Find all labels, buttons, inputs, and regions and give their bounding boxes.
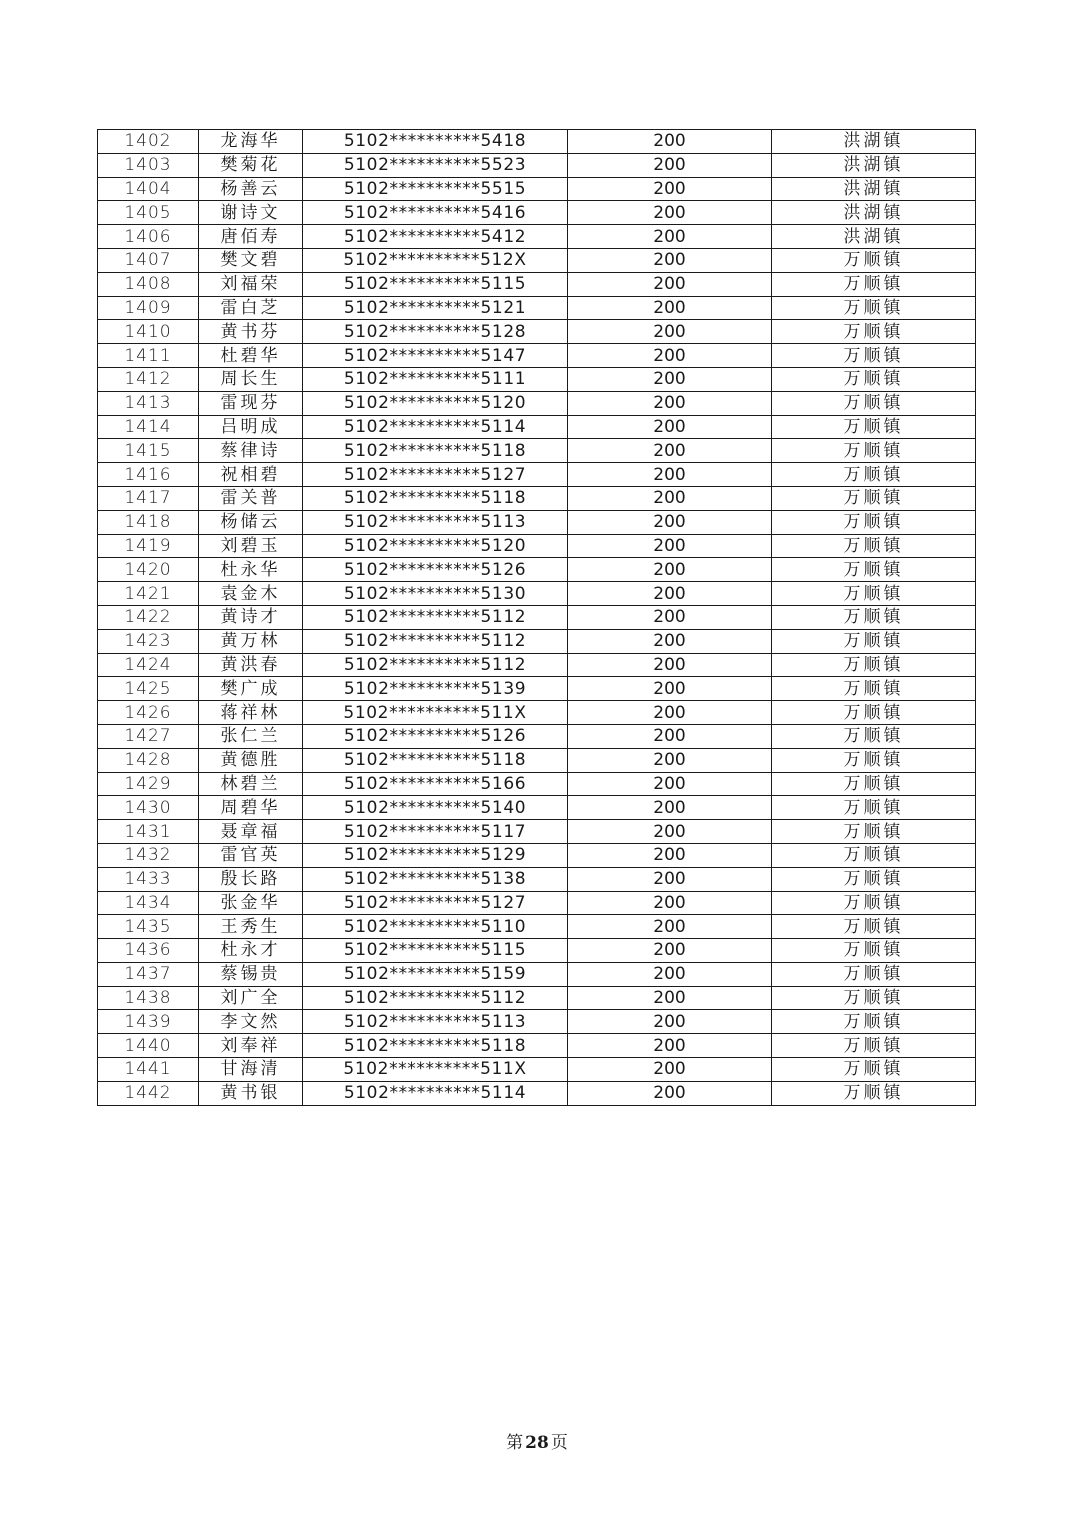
page-footer (0, 1428, 1074, 1453)
name-cell: 聂章福 (199, 820, 303, 844)
id-number-cell: 5102**********5120 (303, 534, 568, 558)
town-cell: 万顺镇 (772, 296, 976, 320)
serial-number-cell: 1422 (98, 605, 199, 629)
name-cell: 黄书银 (199, 1081, 303, 1105)
id-number-cell: 5102**********511X (303, 701, 568, 725)
town-cell: 万顺镇 (772, 962, 976, 986)
id-number-cell: 5102**********5111 (303, 367, 568, 391)
amount-cell: 200 (568, 820, 772, 844)
town-cell: 万顺镇 (772, 248, 976, 272)
name-cell: 蒋祥林 (199, 701, 303, 725)
serial-number-cell: 1437 (98, 962, 199, 986)
id-number-cell: 5102**********5110 (303, 915, 568, 939)
id-number-cell: 5102**********5159 (303, 962, 568, 986)
name-cell: 刘福荣 (199, 272, 303, 296)
town-cell: 万顺镇 (772, 677, 976, 701)
serial-number-cell: 1406 (98, 225, 199, 249)
town-cell: 万顺镇 (772, 272, 976, 296)
id-number-cell: 5102**********5139 (303, 677, 568, 701)
id-number-cell: 5102**********5418 (303, 130, 568, 154)
town-cell: 万顺镇 (772, 1058, 976, 1082)
name-cell: 龙海华 (199, 130, 303, 154)
amount-cell: 200 (568, 486, 772, 510)
id-number-cell: 5102**********5127 (303, 463, 568, 487)
serial-number-cell: 1420 (98, 558, 199, 582)
table-row (98, 248, 976, 272)
town-cell: 万顺镇 (772, 891, 976, 915)
table-row (98, 510, 976, 534)
id-number-cell: 5102**********5114 (303, 1081, 568, 1105)
amount-cell: 200 (568, 248, 772, 272)
table-row (98, 320, 976, 344)
id-number-cell: 5102**********5112 (303, 653, 568, 677)
serial-number-cell: 1403 (98, 153, 199, 177)
table-row (98, 463, 976, 487)
table-row (98, 582, 976, 606)
table-row (98, 939, 976, 963)
table-row (98, 820, 976, 844)
town-cell: 万顺镇 (772, 415, 976, 439)
table-row (98, 891, 976, 915)
table-row (98, 486, 976, 510)
amount-cell: 200 (568, 582, 772, 606)
page-number: 28 (525, 1433, 549, 1453)
table-row (98, 153, 976, 177)
table-row (98, 558, 976, 582)
town-cell: 万顺镇 (772, 939, 976, 963)
serial-number-cell: 1405 (98, 201, 199, 225)
name-cell: 杨储云 (199, 510, 303, 534)
amount-cell: 200 (568, 130, 772, 154)
id-number-cell: 5102**********5128 (303, 320, 568, 344)
table-row (98, 843, 976, 867)
table-row (98, 748, 976, 772)
serial-number-cell: 1407 (98, 248, 199, 272)
serial-number-cell: 1413 (98, 391, 199, 415)
name-cell: 袁金木 (199, 582, 303, 606)
id-number-cell: 5102**********5112 (303, 605, 568, 629)
name-cell: 甘海清 (199, 1058, 303, 1082)
id-number-cell: 5102**********5130 (303, 582, 568, 606)
table-row (98, 296, 976, 320)
id-number-cell: 5102**********5416 (303, 201, 568, 225)
town-cell: 洪湖镇 (772, 177, 976, 201)
serial-number-cell: 1409 (98, 296, 199, 320)
name-cell: 樊菊花 (199, 153, 303, 177)
record-table-body (98, 130, 976, 1106)
amount-cell: 200 (568, 1034, 772, 1058)
town-cell: 万顺镇 (772, 1034, 976, 1058)
town-cell: 万顺镇 (772, 463, 976, 487)
amount-cell: 200 (568, 915, 772, 939)
town-cell: 万顺镇 (772, 367, 976, 391)
name-cell: 杜永华 (199, 558, 303, 582)
table-row (98, 130, 976, 154)
id-number-cell: 5102**********5113 (303, 510, 568, 534)
amount-cell: 200 (568, 962, 772, 986)
serial-number-cell: 1430 (98, 796, 199, 820)
amount-cell: 200 (568, 463, 772, 487)
id-number-cell: 5102**********5147 (303, 344, 568, 368)
amount-cell: 200 (568, 1010, 772, 1034)
serial-number-cell: 1442 (98, 1081, 199, 1105)
town-cell: 万顺镇 (772, 629, 976, 653)
id-number-cell: 5102**********5112 (303, 629, 568, 653)
serial-number-cell: 1441 (98, 1058, 199, 1082)
serial-number-cell: 1426 (98, 701, 199, 725)
amount-cell: 200 (568, 986, 772, 1010)
amount-cell: 200 (568, 153, 772, 177)
town-cell: 万顺镇 (772, 558, 976, 582)
table-row (98, 177, 976, 201)
name-cell: 张仁兰 (199, 724, 303, 748)
amount-cell: 200 (568, 201, 772, 225)
amount-cell: 200 (568, 344, 772, 368)
table-row (98, 391, 976, 415)
table-row (98, 201, 976, 225)
id-number-cell: 5102**********5129 (303, 843, 568, 867)
serial-number-cell: 1411 (98, 344, 199, 368)
amount-cell: 200 (568, 629, 772, 653)
amount-cell: 200 (568, 724, 772, 748)
serial-number-cell: 1423 (98, 629, 199, 653)
id-number-cell: 5102**********5115 (303, 939, 568, 963)
page-label-prefix: 第 (506, 1433, 524, 1453)
amount-cell: 200 (568, 320, 772, 344)
table-row (98, 605, 976, 629)
table-row (98, 867, 976, 891)
amount-cell: 200 (568, 796, 772, 820)
amount-cell: 200 (568, 748, 772, 772)
name-cell: 张金华 (199, 891, 303, 915)
serial-number-cell: 1415 (98, 439, 199, 463)
name-cell: 黄诗才 (199, 605, 303, 629)
id-number-cell: 5102**********5120 (303, 391, 568, 415)
id-number-cell: 5102**********512X (303, 248, 568, 272)
serial-number-cell: 1431 (98, 820, 199, 844)
record-table (97, 129, 976, 1106)
amount-cell: 200 (568, 772, 772, 796)
serial-number-cell: 1435 (98, 915, 199, 939)
table-row (98, 272, 976, 296)
table-row (98, 796, 976, 820)
town-cell: 万顺镇 (772, 439, 976, 463)
table-row (98, 915, 976, 939)
name-cell: 蔡律诗 (199, 439, 303, 463)
table-row (98, 367, 976, 391)
name-cell: 雷白芝 (199, 296, 303, 320)
serial-number-cell: 1419 (98, 534, 199, 558)
town-cell: 万顺镇 (772, 391, 976, 415)
town-cell: 万顺镇 (772, 701, 976, 725)
id-number-cell: 5102**********5166 (303, 772, 568, 796)
amount-cell: 200 (568, 177, 772, 201)
name-cell: 吕明成 (199, 415, 303, 439)
town-cell: 万顺镇 (772, 605, 976, 629)
amount-cell: 200 (568, 534, 772, 558)
page-label-suffix: 页 (550, 1433, 568, 1453)
id-number-cell: 5102**********5523 (303, 153, 568, 177)
name-cell: 刘碧玉 (199, 534, 303, 558)
name-cell: 李文然 (199, 1010, 303, 1034)
name-cell: 樊文碧 (199, 248, 303, 272)
table-row (98, 415, 976, 439)
amount-cell: 200 (568, 415, 772, 439)
amount-cell: 200 (568, 558, 772, 582)
id-number-cell: 5102**********5112 (303, 986, 568, 1010)
name-cell: 黄万林 (199, 629, 303, 653)
town-cell: 万顺镇 (772, 915, 976, 939)
serial-number-cell: 1436 (98, 939, 199, 963)
town-cell: 洪湖镇 (772, 201, 976, 225)
serial-number-cell: 1417 (98, 486, 199, 510)
amount-cell: 200 (568, 939, 772, 963)
name-cell: 刘奉祥 (199, 1034, 303, 1058)
amount-cell: 200 (568, 891, 772, 915)
id-number-cell: 5102**********5138 (303, 867, 568, 891)
amount-cell: 200 (568, 1081, 772, 1105)
town-cell: 万顺镇 (772, 796, 976, 820)
name-cell: 刘广全 (199, 986, 303, 1010)
name-cell: 杜碧华 (199, 344, 303, 368)
id-number-cell: 5102**********5140 (303, 796, 568, 820)
town-cell: 万顺镇 (772, 1010, 976, 1034)
table-row (98, 653, 976, 677)
town-cell: 万顺镇 (772, 486, 976, 510)
name-cell: 周碧华 (199, 796, 303, 820)
name-cell: 谢诗文 (199, 201, 303, 225)
name-cell: 王秀生 (199, 915, 303, 939)
id-number-cell: 5102**********5114 (303, 415, 568, 439)
name-cell: 黄德胜 (199, 748, 303, 772)
name-cell: 殷长路 (199, 867, 303, 891)
id-number-cell: 5102**********5117 (303, 820, 568, 844)
id-number-cell: 5102**********511X (303, 1058, 568, 1082)
town-cell: 万顺镇 (772, 1081, 976, 1105)
name-cell: 黄洪春 (199, 653, 303, 677)
name-cell: 祝相碧 (199, 463, 303, 487)
name-cell: 樊广成 (199, 677, 303, 701)
town-cell: 万顺镇 (772, 582, 976, 606)
amount-cell: 200 (568, 296, 772, 320)
id-number-cell: 5102**********5121 (303, 296, 568, 320)
town-cell: 万顺镇 (772, 986, 976, 1010)
town-cell: 万顺镇 (772, 724, 976, 748)
amount-cell: 200 (568, 653, 772, 677)
town-cell: 万顺镇 (772, 867, 976, 891)
table-row (98, 439, 976, 463)
name-cell: 杨善云 (199, 177, 303, 201)
name-cell: 杜永才 (199, 939, 303, 963)
serial-number-cell: 1404 (98, 177, 199, 201)
table-row (98, 677, 976, 701)
name-cell: 雷关普 (199, 486, 303, 510)
serial-number-cell: 1432 (98, 843, 199, 867)
amount-cell: 200 (568, 677, 772, 701)
id-number-cell: 5102**********5515 (303, 177, 568, 201)
serial-number-cell: 1418 (98, 510, 199, 534)
town-cell: 万顺镇 (772, 772, 976, 796)
id-number-cell: 5102**********5118 (303, 1034, 568, 1058)
amount-cell: 200 (568, 367, 772, 391)
name-cell: 周长生 (199, 367, 303, 391)
table-row (98, 772, 976, 796)
serial-number-cell: 1412 (98, 367, 199, 391)
amount-cell: 200 (568, 225, 772, 249)
town-cell: 万顺镇 (772, 843, 976, 867)
serial-number-cell: 1433 (98, 867, 199, 891)
name-cell: 唐佰寿 (199, 225, 303, 249)
table-row (98, 986, 976, 1010)
table-row (98, 225, 976, 249)
serial-number-cell: 1410 (98, 320, 199, 344)
serial-number-cell: 1408 (98, 272, 199, 296)
table-row (98, 701, 976, 725)
id-number-cell: 5102**********5118 (303, 486, 568, 510)
serial-number-cell: 1416 (98, 463, 199, 487)
table-row (98, 1010, 976, 1034)
town-cell: 洪湖镇 (772, 153, 976, 177)
id-number-cell: 5102**********5126 (303, 558, 568, 582)
serial-number-cell: 1424 (98, 653, 199, 677)
id-number-cell: 5102**********5412 (303, 225, 568, 249)
amount-cell: 200 (568, 843, 772, 867)
serial-number-cell: 1427 (98, 724, 199, 748)
id-number-cell: 5102**********5118 (303, 748, 568, 772)
table-row (98, 534, 976, 558)
town-cell: 万顺镇 (772, 820, 976, 844)
serial-number-cell: 1402 (98, 130, 199, 154)
table-row (98, 962, 976, 986)
serial-number-cell: 1421 (98, 582, 199, 606)
serial-number-cell: 1414 (98, 415, 199, 439)
table-row (98, 1034, 976, 1058)
town-cell: 万顺镇 (772, 534, 976, 558)
town-cell: 万顺镇 (772, 510, 976, 534)
id-number-cell: 5102**********5127 (303, 891, 568, 915)
name-cell: 雷现芬 (199, 391, 303, 415)
name-cell: 蔡锡贵 (199, 962, 303, 986)
table-row (98, 629, 976, 653)
amount-cell: 200 (568, 510, 772, 534)
name-cell: 林碧兰 (199, 772, 303, 796)
serial-number-cell: 1440 (98, 1034, 199, 1058)
town-cell: 万顺镇 (772, 748, 976, 772)
amount-cell: 200 (568, 272, 772, 296)
id-number-cell: 5102**********5126 (303, 724, 568, 748)
serial-number-cell: 1434 (98, 891, 199, 915)
amount-cell: 200 (568, 1058, 772, 1082)
serial-number-cell: 1428 (98, 748, 199, 772)
serial-number-cell: 1425 (98, 677, 199, 701)
town-cell: 万顺镇 (772, 653, 976, 677)
table-row (98, 724, 976, 748)
id-number-cell: 5102**********5115 (303, 272, 568, 296)
serial-number-cell: 1439 (98, 1010, 199, 1034)
amount-cell: 200 (568, 605, 772, 629)
name-cell: 黄书芬 (199, 320, 303, 344)
id-number-cell: 5102**********5118 (303, 439, 568, 463)
table-row (98, 1081, 976, 1105)
table-row (98, 344, 976, 368)
town-cell: 洪湖镇 (772, 225, 976, 249)
amount-cell: 200 (568, 391, 772, 415)
town-cell: 洪湖镇 (772, 130, 976, 154)
amount-cell: 200 (568, 867, 772, 891)
town-cell: 万顺镇 (772, 344, 976, 368)
town-cell: 万顺镇 (772, 320, 976, 344)
serial-number-cell: 1438 (98, 986, 199, 1010)
amount-cell: 200 (568, 701, 772, 725)
amount-cell: 200 (568, 439, 772, 463)
name-cell: 雷官英 (199, 843, 303, 867)
id-number-cell: 5102**********5113 (303, 1010, 568, 1034)
serial-number-cell: 1429 (98, 772, 199, 796)
table-row (98, 1058, 976, 1082)
